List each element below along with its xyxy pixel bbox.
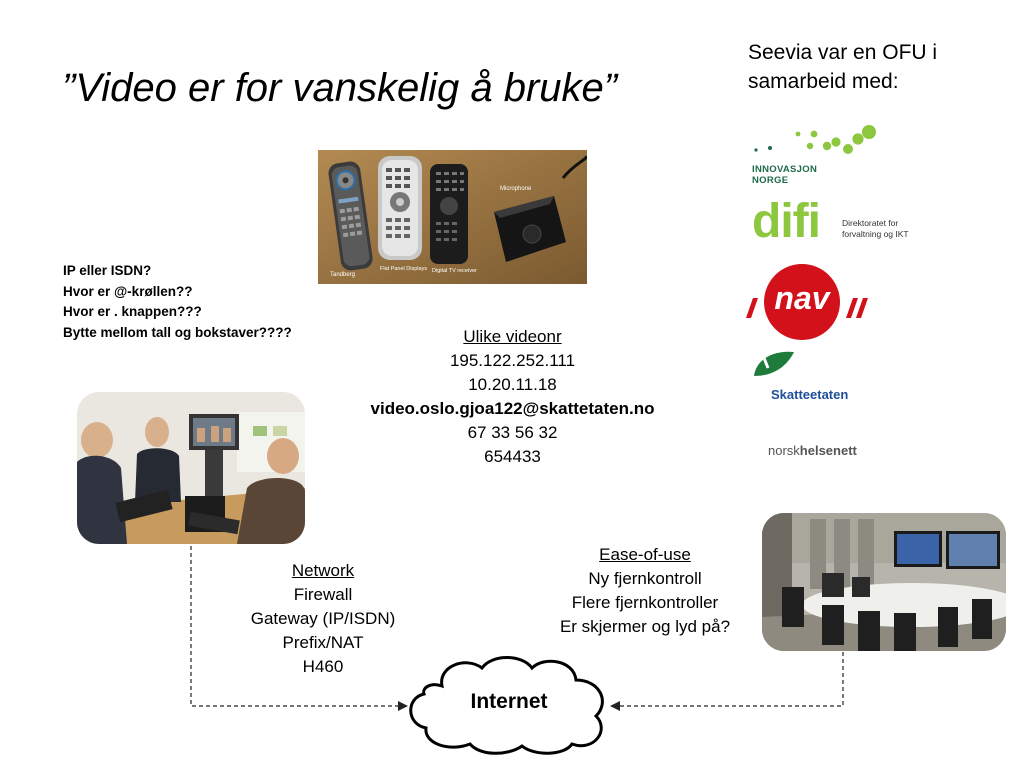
helsenett-part1: norsk [768, 443, 800, 458]
meeting-room-photo [762, 513, 1006, 651]
video-number-ip2: 10.20.11.18 [468, 375, 557, 394]
question-2: Hvor er @-krøllen?? [63, 283, 193, 299]
video-number-email: video.oslo.gjoa122@skattetaten.no [370, 399, 655, 418]
innovasjon-line2: NORGE [752, 175, 789, 186]
slide-title: ”Video er for vanskelig å bruke” [62, 66, 618, 110]
difi-tagline-2: forvaltning og IKT [842, 229, 909, 239]
flat-panel-remote [378, 156, 422, 260]
video-numbers-block [340, 325, 685, 469]
ease-of-use-block [540, 543, 750, 639]
video-number-phone: 67 33 56 32 [467, 423, 558, 442]
ease-of-use-heading: Ease-of-use [599, 545, 691, 564]
network-item-h460: H460 [302, 657, 344, 676]
skatteetaten-wordmark: Skatteetaten [771, 387, 849, 402]
ease-item-screens: Er skjermer og lyd på? [559, 617, 731, 636]
ease-item-remote: Ny fjernkontroll [588, 569, 702, 588]
network-item-prefix: Prefix/NAT [282, 633, 364, 652]
skatteetaten-logo [752, 350, 872, 406]
label-microphone: Microphone [500, 186, 532, 192]
norsk-helsenett-logo [768, 443, 888, 461]
video-number-ip1: 195.122.252.111 [449, 351, 576, 370]
innovasjon-line1: INNOVASJON [752, 164, 818, 175]
difi-logo [752, 195, 922, 252]
remote-controls-photo [318, 150, 587, 284]
video-numbers-heading: Ulike videonr [463, 327, 562, 346]
nav-logo [744, 262, 870, 342]
question-3: Hvor er . knappen??? [63, 304, 202, 319]
digital-tv-remote [430, 164, 468, 264]
difi-wordmark: difi [752, 195, 820, 248]
network-item-firewall: Firewall [293, 585, 353, 604]
label-tandberg: Tandberg [330, 272, 356, 278]
network-block [223, 559, 423, 679]
ease-item-remotes: Flere fjernkontroller [571, 593, 719, 612]
nav-wordmark: nav [774, 280, 830, 316]
network-item-gateway: Gateway (IP/ISDN) [250, 609, 396, 628]
right-connector [616, 652, 843, 706]
network-heading: Network [291, 561, 355, 580]
difi-tagline-1: Direktoratet for [842, 218, 899, 228]
label-digital-tv: Digital TV receiver [432, 268, 477, 274]
internet-label: Internet [470, 690, 548, 713]
question-4: Bytte mellom tall og bokstaver???? [63, 324, 292, 340]
questions-list [63, 261, 292, 343]
skatteetaten-leaf-icon [752, 350, 796, 380]
helsenett-part2: helsenett [799, 443, 857, 458]
question-1: IP eller ISDN? [63, 263, 152, 278]
label-flat-panel: Flat Panel Displays [380, 266, 428, 272]
partners-heading: Seevia var en OFU i samarbeid med: [748, 41, 938, 93]
innovasjon-norge-logo [752, 124, 878, 186]
video-number-isdn: 654433 [484, 447, 541, 466]
video-meeting-photo [77, 392, 305, 544]
